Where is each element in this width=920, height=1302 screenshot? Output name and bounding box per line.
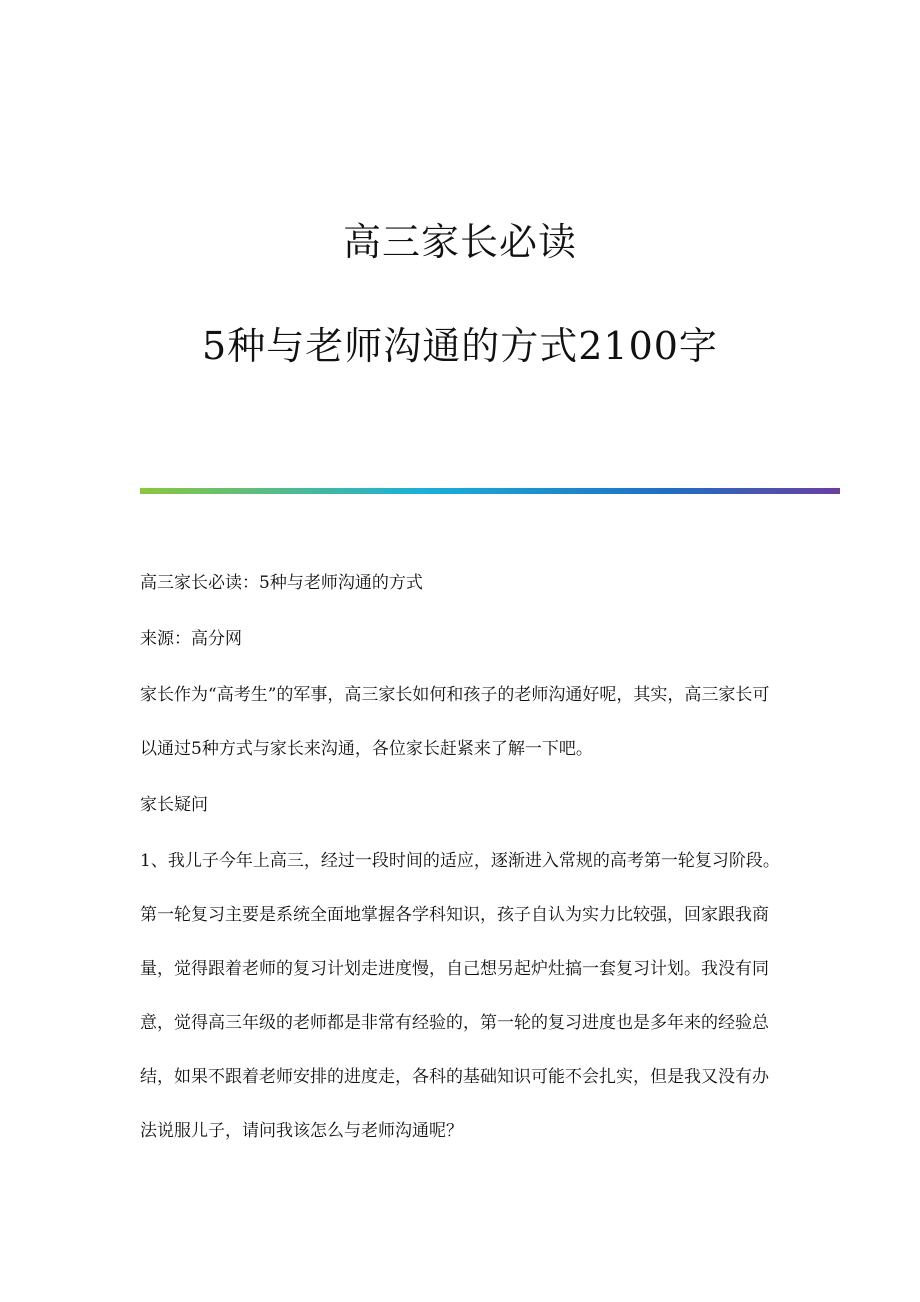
document-body <box>140 568 780 1172</box>
gradient-divider <box>140 488 840 494</box>
document-subtitle: 5种与老师沟通的方式2100字 <box>202 324 718 368</box>
paragraph-source: 来源：高分网 <box>140 629 242 649</box>
paragraph-heading: 高三家长必读：5种与老师沟通的方式 <box>140 573 423 593</box>
paragraph-intro: 家长作为“高考生”的军事，高三家长如何和孩子的老师沟通好呢，其实，高三家长可以通过5种方式与家长来沟通，各位家长赶紧来了解一下吧。 <box>140 685 770 759</box>
paragraph-question-1: 1、我儿子今年上高三，经过一段时间的适应，逐渐进入常规的高考第一轮复习阶段。第一轮复习主要是系统全面地掌握各学科知识，孩子自认为实力比较强，回家跟我商量，觉得跟着老师的复习计划走进度慢，自己想另起炉灶搞一套复习计划。我没有同意，觉得高三年级的老师都是非常有经验的，第一轮的复习进度也是多年来的经验总结，如果不跟着老师安排的进度走，各科的基础知识可能不会扎实，但是我又没有办法说服儿子，请问我该怎么与老师沟通呢？ <box>140 851 780 1141</box>
document-title: 高三家长必读 <box>342 220 577 264</box>
paragraph-section-heading: 家长疑问 <box>140 795 208 815</box>
